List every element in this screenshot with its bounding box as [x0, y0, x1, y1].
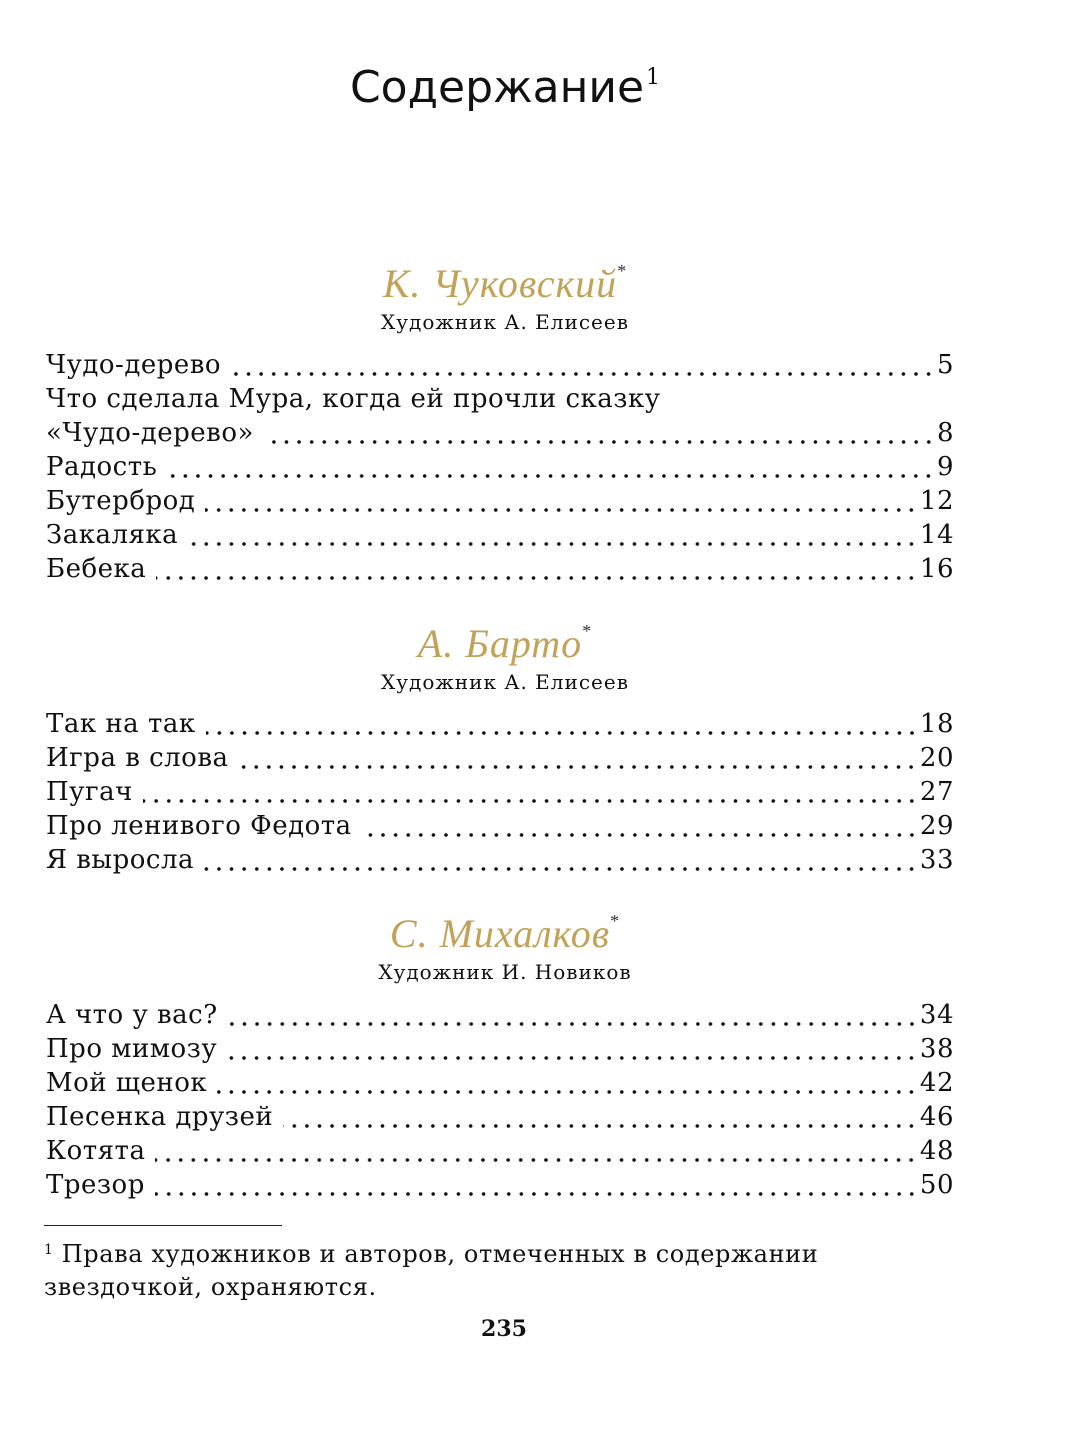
entry-title: Песенка друзей — [46, 1102, 274, 1132]
dot-leader — [205, 484, 918, 518]
dot-leader — [264, 416, 935, 450]
dot-leader — [143, 775, 918, 809]
entry-title: Закаляка — [46, 520, 179, 550]
dot-leader — [155, 1134, 917, 1168]
entry-page: 5 — [936, 350, 954, 380]
toc-entry[interactable] — [46, 809, 954, 843]
dot-leader — [362, 809, 918, 843]
footnote-mark: 1 — [646, 65, 661, 90]
toc-entry[interactable] — [46, 484, 954, 518]
author-name — [0, 910, 1010, 957]
entry-title: Чудо-дерево — [46, 350, 222, 380]
asterisk-mark: * — [582, 621, 593, 641]
author-text: К. Чуковский — [382, 261, 618, 306]
artist-credit: Художник А. Елисеев — [381, 670, 629, 694]
dot-leader — [228, 998, 918, 1032]
toc-entry[interactable] — [46, 1066, 954, 1100]
toc-list — [46, 707, 954, 877]
dot-leader — [188, 518, 918, 552]
toc-entry[interactable] — [46, 450, 954, 484]
entry-title: Про ленивого Федота — [46, 811, 352, 841]
author-text: А. Барто — [417, 621, 583, 666]
toc-entry[interactable] — [46, 518, 954, 552]
toc-entry[interactable] — [46, 775, 954, 809]
dot-leader — [167, 450, 935, 484]
entry-page: 12 — [919, 486, 954, 516]
entry-title: Бебека — [46, 554, 147, 584]
toc-entry[interactable] — [46, 741, 954, 775]
author-text: С. Михалков — [389, 911, 611, 956]
asterisk-mark: * — [617, 261, 628, 281]
entry-page: 18 — [919, 709, 954, 739]
dot-leader — [283, 1100, 918, 1134]
entry-title: Что сделала Мура, когда ей прочли сказку — [46, 384, 661, 414]
entry-page: 9 — [936, 452, 954, 482]
entry-page: 46 — [919, 1102, 954, 1132]
author-name — [0, 260, 1010, 307]
toc-entry[interactable] — [46, 998, 954, 1032]
toc-entry[interactable] — [46, 1168, 954, 1202]
entry-page: 16 — [919, 554, 954, 584]
entry-title: Пугач — [46, 777, 133, 807]
dot-leader — [238, 741, 917, 775]
toc-list — [46, 348, 954, 586]
dot-leader — [217, 1066, 918, 1100]
entry-title: Бутерброд — [46, 486, 196, 516]
footnote-divider — [44, 1225, 282, 1226]
entry-page: 20 — [919, 743, 954, 773]
toc-entry[interactable] — [46, 382, 954, 416]
artist-credit: Художник И. Новиков — [378, 960, 632, 984]
toc-entry[interactable] — [46, 416, 954, 450]
entry-title: Котята — [46, 1136, 146, 1166]
entry-page: 33 — [919, 845, 954, 875]
entry-title: Трезор — [46, 1170, 145, 1200]
entry-title: Так на так — [46, 709, 196, 739]
dot-leader — [206, 707, 918, 741]
footnote-text: Права художников и авторов, отмеченных в содержании звездочкой, охраняются. — [44, 1240, 819, 1301]
page-title — [0, 62, 1010, 113]
page-number: 235 — [481, 1316, 527, 1342]
dot-leader — [227, 1032, 918, 1066]
entry-title: Про мимозу — [46, 1034, 218, 1064]
dot-leader — [231, 348, 935, 382]
toc-entry[interactable] — [46, 1100, 954, 1134]
toc-entry[interactable] — [46, 552, 954, 586]
toc-entry[interactable] — [46, 1134, 954, 1168]
toc-entry[interactable] — [46, 348, 954, 382]
dot-leader — [204, 843, 918, 877]
dot-leader — [155, 1168, 918, 1202]
entry-page: 29 — [919, 811, 954, 841]
entry-page: 48 — [919, 1136, 954, 1166]
entry-title: Мой щенок — [46, 1068, 208, 1098]
entry-page: 34 — [919, 1000, 954, 1030]
entry-title: Радость — [46, 452, 158, 482]
entry-title: Я выросла — [46, 845, 194, 875]
toc-list — [46, 998, 954, 1202]
entry-page: 8 — [936, 418, 954, 448]
entry-title: Игра в слова — [46, 743, 229, 773]
toc-entry[interactable] — [46, 707, 954, 741]
title-text: Содержание — [349, 62, 645, 113]
dot-leader — [156, 552, 918, 586]
author-name — [0, 620, 1010, 667]
toc-entry[interactable] — [46, 1032, 954, 1066]
entry-title: «Чудо-дерево» — [46, 418, 254, 448]
footnote — [44, 1234, 964, 1304]
toc-entry[interactable] — [46, 843, 954, 877]
entry-title: А что у вас? — [46, 1000, 218, 1030]
entry-page: 42 — [919, 1068, 954, 1098]
entry-page: 38 — [919, 1034, 954, 1064]
footnote-mark: 1 — [44, 1242, 54, 1258]
artist-credit: Художник А. Елисеев — [381, 310, 629, 334]
entry-page: 50 — [919, 1170, 954, 1200]
asterisk-mark: * — [610, 911, 621, 931]
entry-page: 14 — [919, 520, 954, 550]
entry-page: 27 — [919, 777, 954, 807]
